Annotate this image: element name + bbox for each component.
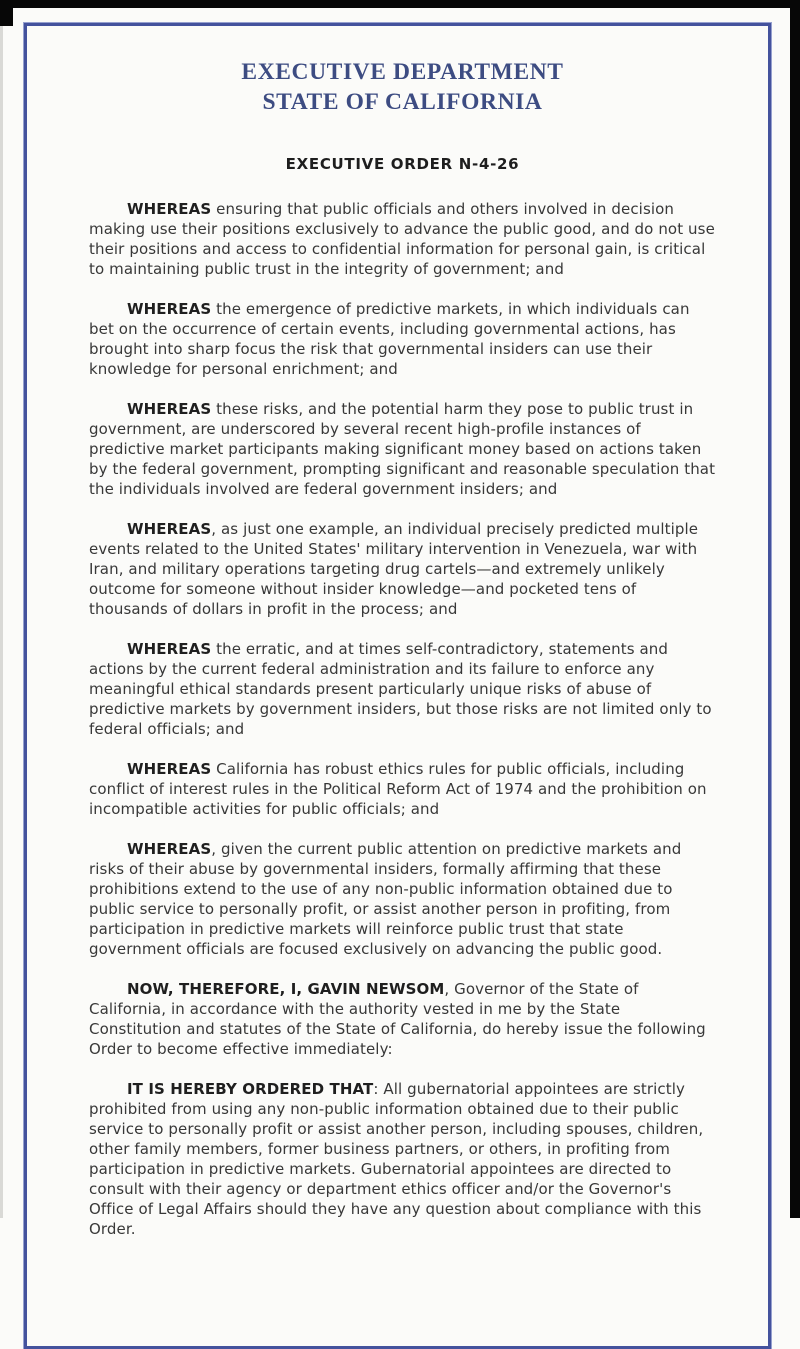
scan-edge-corner (0, 0, 13, 26)
letterhead-line-state: STATE OF CALIFORNIA (262, 89, 543, 115)
ordered-that-lead: IT IS HEREBY ORDERED THAT (127, 1080, 374, 1098)
paragraph-text: these risks, and the potential harm they pose to public trust in government, are underscored by several recent high-profile instances of predictive market participants making significant money based on actions taken by the federal government, prompting significant and reasonable speculation that the individuals involved are federal government insiders; and (89, 400, 716, 498)
paragraph-text: , as just one example, an individual precisely predicted multiple events related to the United States' military intervention in Venezuela, war with Iran, and military operations targeting drug cartels—and extremely unlikely outcome for someone without insider knowledge—and pocketed tens of thousands of dollars in profit in the process; and (89, 520, 699, 618)
whereas-lead: WHEREAS (127, 840, 212, 858)
paragraph-text: , given the current public attention on predictive markets and risks of their abuse by governmental insiders, formally affirming that these prohibitions extend to the use of any non-public information obtained due to public service to personally profit, or assist another person in profiting, from participation in predictive markets will reinforce public trust that state government officials are focused exclusively on advancing the public good. (89, 840, 682, 958)
whereas-lead: WHEREAS (127, 300, 212, 318)
letterhead (89, 57, 716, 117)
whereas-lead: WHEREAS (127, 200, 212, 218)
paragraph-text: ensuring that public officials and others involved in decision making use their positions exclusively to advance the public good, and do not use their positions and access to confidential information for personal gain, is critical to maintaining public trust in the integrity of government; and (89, 200, 715, 278)
now-therefore-paragraph (89, 979, 716, 1059)
order-title: EXECUTIVE ORDER N-4-26 (285, 155, 520, 173)
whereas-lead: WHEREAS (127, 640, 212, 658)
whereas-lead: WHEREAS (127, 760, 212, 778)
paragraph-text: the emergence of predictive markets, in which individuals can bet on the occurrence of certain events, including governmental actions, has brought into sharp focus the risk that governmental insiders can use their knowledge for personal enrichment; and (89, 300, 690, 378)
whereas-paragraph-5 (89, 639, 716, 739)
ordered-that-paragraph (89, 1079, 716, 1239)
whereas-paragraph-6 (89, 759, 716, 819)
scan-edge-left (0, 8, 3, 1218)
order-body (89, 199, 716, 1239)
whereas-paragraph-1 (89, 199, 716, 279)
paragraph-text: , Governor of the State of California, in accordance with the authority vested in me by the State Constitution and statutes of the State of California, do hereby issue the following Order to become effective immediately: (89, 980, 706, 1058)
letterhead-line-department: EXECUTIVE DEPARTMENT (241, 59, 564, 85)
whereas-paragraph-3 (89, 399, 716, 499)
paragraph-text: the erratic, and at times self-contradictory, statements and actions by the current federal administration and its failure to enforce any meaningful ethical standards present particularly unique risks of abuse of predictive markets by government insiders, but those risks are not limited only to federal officials; and (89, 640, 712, 738)
whereas-paragraph-7 (89, 839, 716, 959)
scan-edge-right (790, 0, 800, 1218)
whereas-lead: WHEREAS (127, 400, 212, 418)
whereas-paragraph-2 (89, 299, 716, 379)
document-page (24, 23, 771, 1349)
paragraph-text: : All gubernatorial appointees are strictly prohibited from using any non-public information obtained due to their public service to personally profit or assist another person, including spouses, children, other family members, former business partners, or others, in profiting from participation in predictive markets. Gubernatorial appointees are directed to consult with their agency or department ethics officer and/or the Governor's Office of Legal Affairs should they have any question about compliance with this Order. (89, 1080, 704, 1238)
scan-edge-top (0, 0, 800, 8)
whereas-paragraph-4 (89, 519, 716, 619)
document-content (27, 26, 768, 1239)
whereas-lead: WHEREAS (127, 520, 212, 538)
now-therefore-lead: NOW, THEREFORE, I, GAVIN NEWSOM (127, 980, 445, 998)
paragraph-text: California has robust ethics rules for public officials, including conflict of interest rules in the Political Reform Act of 1974 and the prohibition on incompatible activities for public officials; and (89, 760, 707, 818)
